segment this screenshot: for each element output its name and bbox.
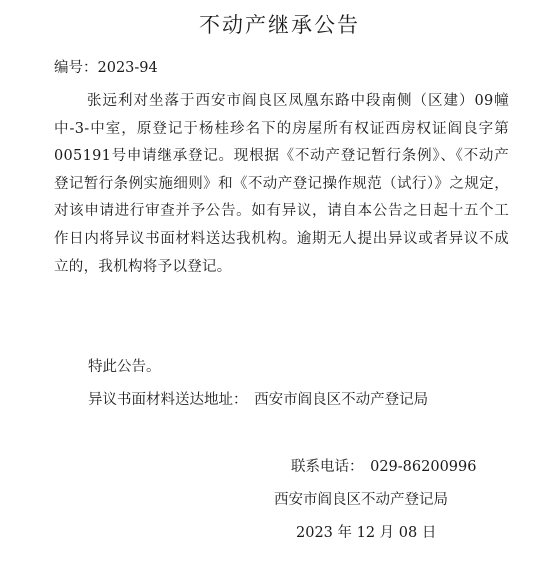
special-notice: 特此公告。 [88, 359, 161, 375]
contact-value: 029-86200996 [370, 459, 477, 475]
issuer-name: 西安市阎良区不动产登记局 [274, 492, 448, 508]
contact-label: 联系电话： [291, 459, 364, 475]
address-label: 异议书面材料送达地址： [88, 392, 248, 408]
serial-value: 2023-94 [97, 60, 158, 76]
notice-title: 不动产继承公告 [199, 13, 360, 37]
serial-number [54, 58, 158, 78]
notice-date: 2023 年 12 月 08 日 [296, 525, 437, 541]
address-value: 西安市阎良区不动产登记局 [254, 392, 429, 408]
notice-body: 张远利对坐落于西安市阎良区凤凰东路中段南侧（区建）09幢中-3-中室，原登记于杨桂珍名下的房屋所有权证西房权证阎良字第005191号申请继承登记。现根据《不动产登记暂行条例》、《不动产登记暂行条例实施细则》和《不动产登记操作规范（试行）》之规定，对该申请进行审查并予公告。如有异议，请自本公告之日起十五个工作日内将异议书面材料送达我机构。逾期无人提出异议或者异议不成立的，我机构将予以登记。 [54, 93, 509, 275]
contact-phone [291, 457, 477, 477]
serial-label: 编号： [54, 60, 98, 76]
objection-address [88, 390, 428, 410]
